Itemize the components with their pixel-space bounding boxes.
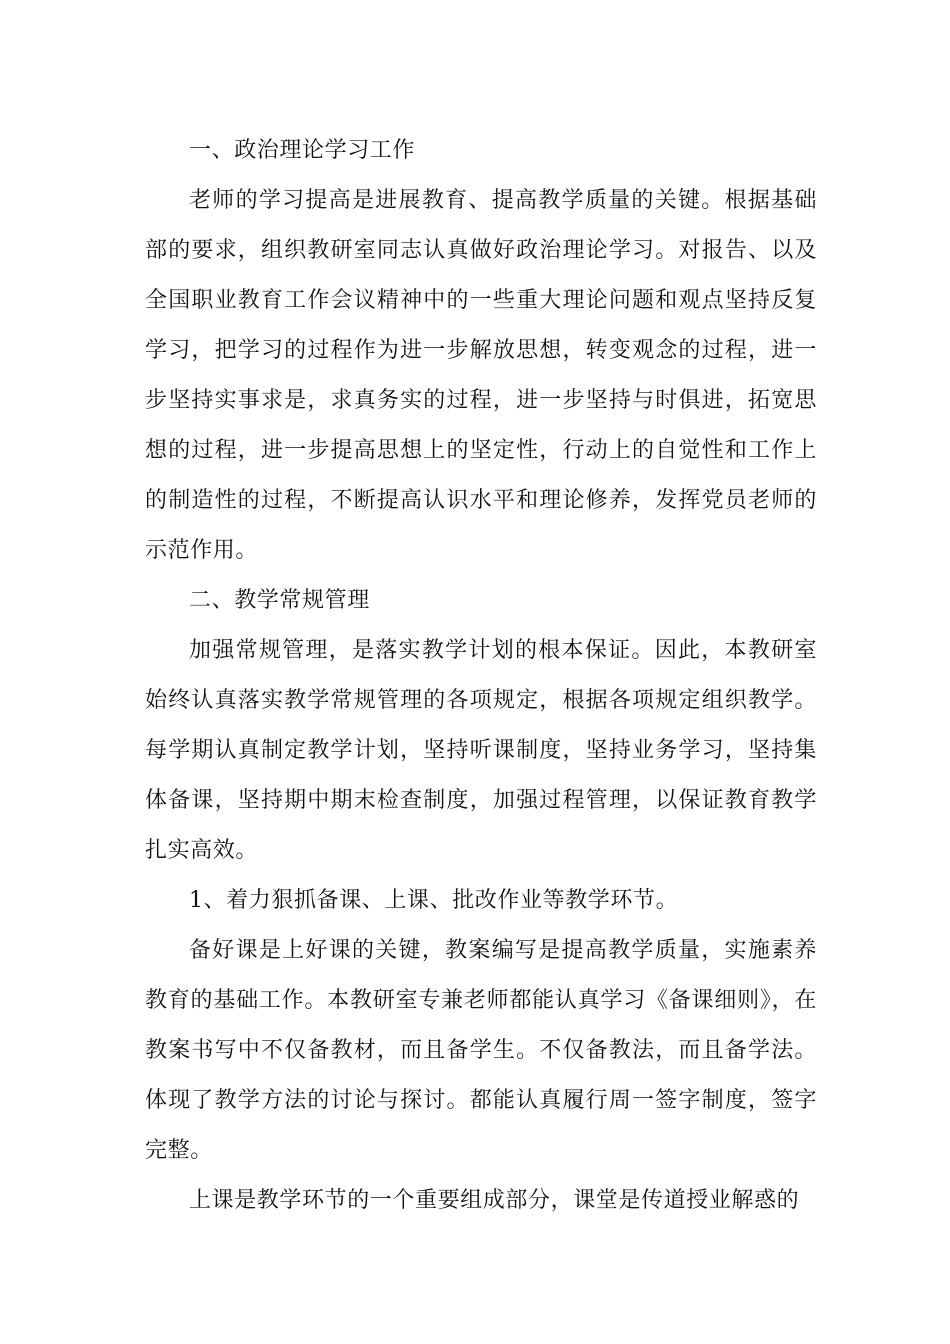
paragraph-routine-management: 加强常规管理，是落实教学计划的根本保证。因此，本教研室始终认真落实教学常规管理的各项规定，根据各项规定组织教学。每学期认真制定教学计划，坚持听课制度，坚持业务学习，坚持集体备课，坚持期中期末检查制度，加强过程管理，以保证教育教学扎实高效。 (145, 638, 817, 863)
paragraph-lesson-preparation: 备好课是上好课的关键，教案编写是提高教学质量，实施素养教育的基础工作。本教研室专兼老师都能认真学习《备课细则》，在教案书写中不仅备教材，而且备学生。不仅备教法，而且备学法。体现了教学方法的讨论与探讨。都能认真履行周一签字制度，签字完整。 (145, 938, 817, 1163)
paragraph-teacher-study: 老师的学习提高是进展教育、提高教学质量的关键。根据基础部的要求，组织教研室同志认真做好政治理论学习。对报告、以及全国职业教育工作会议精神中的一些重大理论问题和观点坚持反复学习，把学习的过程作为进一步解放思想，转变观念的过程，进一步坚持实事求是，求真务实的过程，进一步坚持与时俱进，拓宽思想的过程，进一步提高思想上的坚定性，行动上的自觉性和工作上的制造性的过程，不断提高认识水平和理论修养，发挥党员老师的示范作用。 (145, 188, 817, 563)
section-heading-teaching-management: 二、教学常规管理 (189, 588, 370, 613)
subheading-teaching-links: 1、着力狠抓备课、上课、批改作业等教学环节。 (189, 888, 679, 913)
document-body (145, 126, 817, 1226)
section-heading-political-theory: 一、政治理论学习工作 (189, 138, 416, 163)
paragraph-classroom: 上课是教学环节的一个重要组成部分，课堂是传道授业解惑的 (189, 1188, 800, 1213)
